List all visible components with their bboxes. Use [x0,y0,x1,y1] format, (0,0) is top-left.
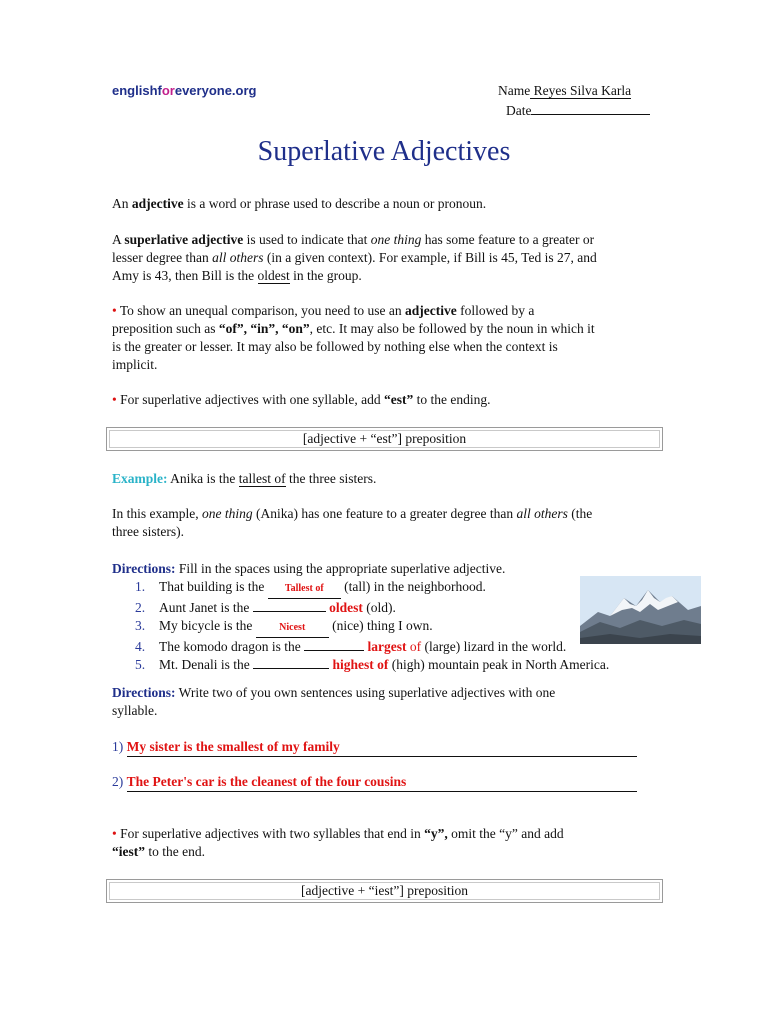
bullet-icon: • [112,392,117,407]
formula-box-iest: [adjective + “iest”] preposition [106,879,663,903]
site-logo[interactable] [112,83,257,98]
bullet-icon: • [112,303,117,318]
list-item: 3. My bicycle is the Nicest (nice) thing I own. [135,617,655,638]
logo-text-2: or [161,83,175,98]
bullet-two-syllables: • For superlative adjectives with two syllables that end in “y”, omit the “y” and add “iest” to the end. [112,826,564,859]
name-line [498,82,631,100]
list-item: 2. Aunt Janet is the oldest (old). [135,600,396,615]
bullet-one-syllable: • For superlative adjectives with one syllable, add “est” to the ending. [112,392,491,407]
name-label: Name [498,83,531,98]
directions-write-sentences: Directions: Write two of you own sentences using superlative adjectives with one syllable. [112,685,556,718]
date-line [506,100,650,120]
example-label: Example: [112,471,168,486]
intro-paragraph-1: An adjective is a word or phrase used to describe a noun or pronoun. [112,196,487,211]
sentence-answer-line[interactable]: My sister is the smallest of my family [127,738,637,757]
bullet-unequal-comparison: • To show an unequal comparison, you need to use an adjective followed by a preposition such as “of”, “in”, “on”, etc. It may also be followed by the noun in which it is the greater or lesser. It may also be followed by nothing else when the context is implicit. [112,303,595,372]
date-blank[interactable] [531,100,650,115]
list-item: 4. The komodo dragon is the largest of (large) lizard in the world. [135,639,567,654]
list-item: 5. Mt. Denali is the highest of (high) mountain peak in North America. [135,657,610,672]
logo-text-3: everyone.org [174,83,257,98]
directions-label: Directions: [112,685,176,700]
sentence-answer-line[interactable]: The Peter's car is the cleanest of the four cousins [127,773,637,792]
sentence-2: 2) The Peter's car is the cleanest of the four cousins [112,773,637,792]
answer-blank[interactable]: Tallest of [268,578,341,599]
answer-blank[interactable]: Nicest [256,617,329,638]
sentence-1: 1) My sister is the smallest of my family [112,738,637,757]
formula-box-est: [adjective + “est”] preposition [106,427,663,451]
directions-label: Directions: [112,561,176,576]
answer-blank[interactable] [253,611,326,612]
name-value[interactable]: Reyes Silva Karla [530,83,632,98]
example-explanation: In this example, one thing (Anika) has one feature to a greater degree than all others (the three sisters). [112,506,593,539]
bullet-icon: • [112,826,117,841]
answer-blank[interactable] [253,668,329,669]
directions-fill-in: Directions: Fill in the spaces using the appropriate superlative adjective. [112,561,506,576]
example-line: Example: Anika is the tallest of the three sisters. [112,471,377,486]
answer-blank[interactable] [304,650,364,651]
page-title: Superlative Adjectives [257,136,511,167]
exercise-list [135,578,655,674]
date-label: Date [506,103,532,118]
list-item: 1. That building is the Tallest of (tall) in the neighborhood. [135,578,655,599]
intro-paragraph-2: A superlative adjective is used to indicate that one thing has some feature to a greater or lesser degree than all others (in a given context). For example, if Bill is 45, Ted is 27, and Amy is 43, then Bill is the oldest in the group. [112,232,597,283]
logo-text-1: englishf [112,83,162,98]
